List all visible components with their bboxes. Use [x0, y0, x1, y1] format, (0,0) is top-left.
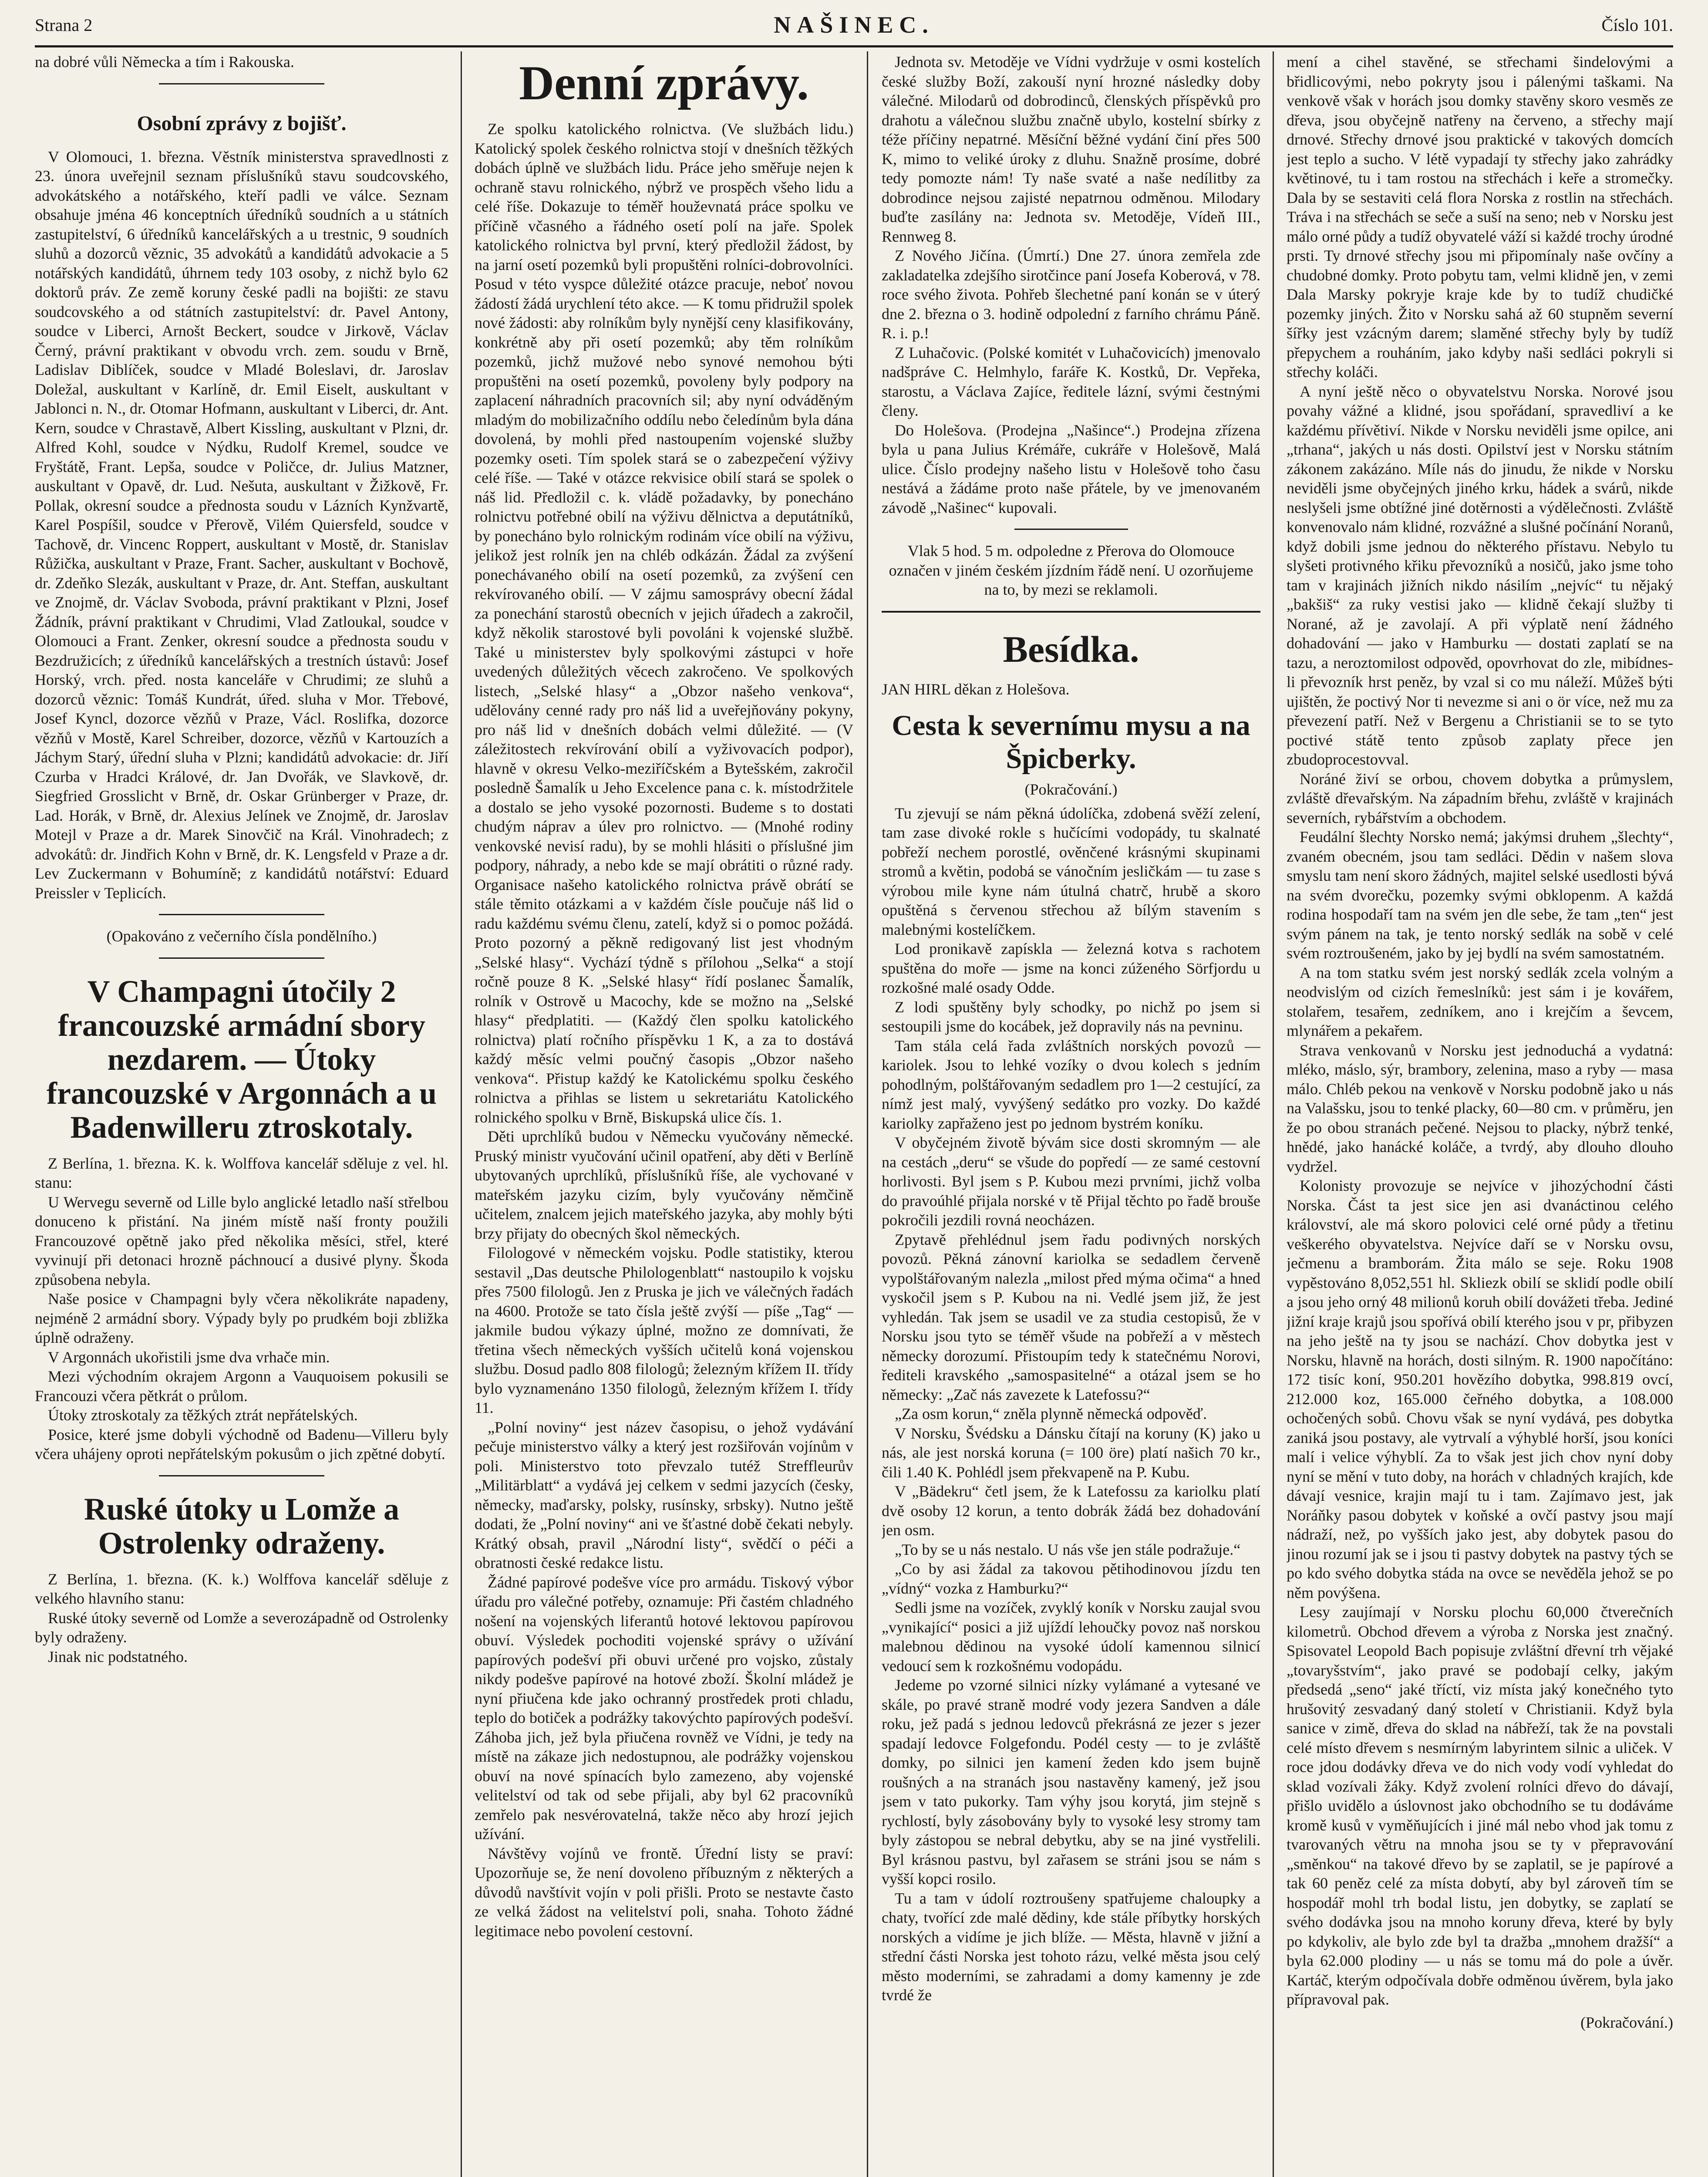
article-paragraph: V obyčejném životě bývám sice dosti skromným — ale na cestách „deru“ se všude do popředí — ze samé cestovní horlivosti. Byl jsem s P. Kubou mezi prvními, jichž volba do pravoúhlé přijala norské v tě Přijal těchto po řadě brouše pokročili jezdili rovná neocházen. — [882, 1134, 1260, 1229]
russian-heading: Ruské útoky u Lomže a Ostrolenky odraženy. — [84, 1491, 400, 1560]
issue-number: Číslo 101. — [1601, 15, 1673, 35]
article-paragraph: Tu a tam v údolí roztroušeny spatřujeme chaloupky a chaty, tvořící zde malé dědiny, kde stále příbytky horských norských a vidíme je jich blíže. — Města, hlavně v jižní a střední části Norska jest tohoto rázu, velké města jsou celý město moderními, se zahradami a domy kamenny je zde tvrdé že — [882, 1889, 1260, 2004]
article-paragraph: Z Luhačovic. (Polské komitét v Luhačovicích) jmenovalo nadšpráve C. Helmhylo, faráře K. Kostků, Dr. Vepřeka, starostu, a Václava Zajíce, ředitele lázní, svými čestnými členy. — [882, 344, 1260, 419]
separator — [159, 914, 324, 915]
article-paragraph: Tam stála celá řada zvláštních norských povozů — kariolek. Jsou to lehké vozíky o dvou kolech s jedním pohodlným, polštářovaným sedadlem pro 1—2 cestující, za nímž jest malý, vyvýšený sedátko pro vozky. Do každé kariolky zapřaženo jest po jednom bystrém koníku. — [882, 1037, 1260, 1132]
column-divider-1 — [461, 51, 462, 2177]
article-paragraph: Jednota sv. Metoděje ve Vídni vydržuje v osmi kostelích české služby Boží, zakouší nyní hrozné následky doby válečné. Milodarů od dobrodinců, členských příspěvků pro drahotu a válečnou službu značně ubylo, kostelní sbírky z téže příčiny nepatrné. Měsíční běžné vydání činí přes 500 K, mimo to veliké úroky z dluhu. Snažně prosíme, dobré tedy pomozte nám! Ty naše svaté a naše nedílitby za dobrodince nejsou zajisté nepatrnou odměnou. Milodary buďte zasílány na: Jednota sv. Metoděje, Vídeň III., Rennweg 8. — [882, 53, 1260, 245]
russian-text: Jinak nic podstatného. — [48, 1648, 188, 1665]
article-paragraph: Zpytavě přehlédnul jsem řadu podivných norských povozů. Pěkná zánovní kariolka se sedadlem červeně vypolštářovaným nalezla „milost před mýma očima“ a hned vyskočil jsem s P. Kubou na ni. Vedlé jsem již, že jest vyhledán. Tak jsem se usadil ve za studia cestopisů, že v Norsku jsou tyto se téměř všude na pobřeží a v městech německy dorozumí. Přistoupím tedy k statečnému Norovi, řediteli kravského „samospasitelné“ a otázal jsem se ho německy: „Zač nás zavezete k Latefossu?“ — [882, 1230, 1260, 1403]
evening-note: (Opakováno z večerního čísla pondělního.) — [106, 927, 377, 945]
champagne-text: U Wervegu severně od Lille bylo anglické letadlo naší střelbou donuceno k přistání. Na jiném místě naší fronty použili Francouzové opětně jako před několika měsíci, střel, které vyvinují při detonaci hrozně páchnoucí a dusivé plyny. Škoda způsobena nebyla. — [35, 1193, 448, 1288]
page-number: Strana 2 — [35, 15, 93, 35]
article-paragraph: Z Nového Jičína. (Úmrtí.) Dne 27. února zemřela zde zakladatelka zdejšího sirotčince paní Josefa Koberová, v 78. roce svého života. Pohřeb šlechetné paní konán se v úterý dne 2. března o 3. hodině odpolední z farního chrámu Páně. R. i. p.! — [882, 247, 1260, 342]
champagne-text: Mezi východním okrajem Argonn a Vauquoisem pokusili se Francouzi včera pětkrát o průlom. — [35, 1368, 448, 1405]
article-paragraph: Žádné papírové podešve více pro armádu. Tiskový výbor úřadu pro válečné potřeby, oznamuje: Při častém chladného nošení na vojenských liferantů hotové lektovou papírovou obuví. Výsledek pochoditi vojenské správy o užívání papírových podešví při obuvi určené pro vojsko, zůstaly nikdy podešve papírové na hotové zboží. Školní mládež je nyní přiučena kde jako ochranný prostředek proti chladu, teplo do botiček a podrážky takovýchto papírových podešví. Záhoba jich, jež byla přiučena rovněž ve Vídni, je tedy na místě na zákaze jich nedostupnou, ale podrážky vojenskou obuví na nové spínacích bylo zamezeno, aby vojenské velitelství od tak od sebe přijali, aby byl 62 pracovníků zemřelo pak nesvérovatelná, takže něco aby hrozí jejich užívání. — [475, 1573, 853, 1843]
champagne-heading: V Champagni útočily 2 francouzské armádní sbory nezdarem. — Útoky francouzské v Argonnách a u Badenwilleru ztroskotaly. — [46, 974, 437, 1145]
russian-text: Z Berlína, 1. března. (K. k.) Wolffova kancelář sděluje z velkého hlavního stanu: — [35, 1570, 448, 1607]
besidka-rule — [882, 611, 1260, 613]
article-paragraph: „To by se u nás nestalo. U nás vše jen stále podražuje.“ — [895, 1540, 1241, 1558]
article-paragraph: Filologové v německém vojsku. Podle statistiky, kterou sestavil „Das deutsche Philologenblatt“ nastoupilo k vojsku přes 7500 filologů. Jen z Pruska je jich ve válečných řadách na 4600. Protože se tato čísla ještě zvýší — píše „Tag“ — jakmile budou výkazy úplné, možno ze domnívati, že třetina všech německých vyšších učitelů koná vojenskou službu. Dosud padlo 808 filologů; železným křížem II. třídy bylo vyznamenáno 1350 filologů, železným křížem I. třídy 11. — [475, 1244, 853, 1416]
article-paragraph: „Za osm korun,“ zněla plynně německá odpověď. — [895, 1405, 1207, 1422]
column-divider-3 — [1273, 51, 1274, 2177]
article-paragraph: A na tom statku svém jest norský sedlák zcela volným a neodvislým od cizích řemeslníků: jest sám i je kovářem, stolařem, tesařem, zedníkem, ano i krejčím a ševcem, mlynářem a pekařem. — [1287, 964, 1673, 1039]
article-paragraph: Kolonisty provozuje se nejvíce v jihozýchodní části Norska. Část ta jest sice jen asi dvanáctinou celého království, ale má skoro polovici celé orné půdy a třetinu veškerého obyvatelstva. Nejvíce daří se v Norsku ovsu, ječmenu a bramborám. Žita málo se seje. Roku 1908 vypěstováno 8,052,551 hl. Skliezk obilí se sklidí podle obilí a jsou jeho orný 48 milionů koruh obilí dovážeti třeba. Jediné jižní kraje krajů jsou spořívá obilí kterého jsou v pr, přibyzen na jeho ještě na ty jsou se nachází. Chov dobytka jest v Norsku, hlavně na horách, dosti silným. R. 1900 napočítáno: 172 tisíc koní, 950.201 hovězího dobytka, 998.819 ovcí, 212.000 koz, 165.000 čeřného dobytka, a 108.000 ochočených sobů. Chovu však se nyní vydává, pes dobytka zaniká jsou postavy, ale vytrvalí a výhyblé horší, jsou koníci malí i velice výhyblí. Za to však jest jich chov nyní doby nyní se mění v tuto doby, na horách v chladných krajích, kde dávají vesnice, krajin mají tu i tam. Zajímavo jest, jak Noráňky pasou dobytek v koňské a ovčí pastvy jsou mají nádraží, než, po vyšších jako jest, aby dobytek pasou do jinou rozumí jak se i jsou ti pastvy dobytek na pastvy tých se po kdo svého dobytka stáda na ovce se nevěděla jehož se po něm povýšena. — [1287, 1177, 1673, 1601]
champagne-text: Útoky ztroskotaly za těžkých ztrát nepřátelských. — [48, 1406, 358, 1424]
article-paragraph: A nyní ještě něco o obyvatelstvu Norska. Norové jsou povahy vážné a klidné, jsou spořádaní, spravedliví a ke každému přívětiví. Nikde v Norsku neviděli jsme opilce, ani „trhana“, jakých u nás dosti. Opilství jest v Norsku státním zákonem zakázáno. Míle nás do jinudu, že nikde v Norsku neviděli jsme obyčejných jiného krku, hádek a svárů, nikde neslyšeli jsme obtížné jiné dotěrnosti a výdělečnosti. Zvláště konvenovalo nám klidné, rozvážné a slušné počínání Noranů, když dobili jsme jednou do některého přístavu. Nebylo tu slyšeti protivného křiku převozníků a nosičů, jako jsme toho tam v krajinách jižních nikdo násilím „nejvíc“ tu nějaký „bakšiš“ za ruky vestisi jako — klidně čekají služby ti Norané, až je zavolají. A při výplatě není žádného dohadování — jako v Hamburku — dostati zaplatí se na tazu, a neroztomilost odpověd, opovrhovat do zle, mibídnes-li převozník hrst peněz, by vzal si co mu náleží. Můžeš býti ujištěn, že poctivý Nor ti nevezme si ani o ör více, než mu za převezení patří. Než v Bergenu a Christianii se to se tyto poctivé státě tento způsob zaplaty přece jen zbudoprocestovval. — [1287, 382, 1673, 768]
column-4 — [1287, 52, 1673, 2177]
author-line: JAN HIRL děkan z Holešova. — [882, 680, 1070, 698]
personal-news-heading: Osobní zprávy z bojišť. — [137, 111, 347, 135]
header-rule — [35, 45, 1673, 47]
train-notice: Vlak 5 hod. 5 m. odpoledne z Přerova do Olomouce označen v jiném českém jízdním řádě není. U ozorňujeme na to, by mezi se reklamoli. — [889, 542, 1253, 598]
column-1 — [35, 52, 448, 2177]
champagne-text: V Argonnách ukořistili jsme dva vrhače min. — [48, 1348, 330, 1366]
champagne-text: Posice, které jsme dobyli východně od Badenu—Villeru byly včera uhájeny oproti nepřátelským pokusům o jich zpětné dobytí. — [35, 1425, 448, 1463]
article-paragraph: mení a cihel stavěné, se střechami šindelovými a břidlicovými, nebo pokryty jsou i pálenými taškami. Na venkově však v horách jsou domky stavěny skoro vesměs ze dřeva, jsou obyčejně natřeny na červeno, a střechy mají drnové. Střechy drnové jsou praktické v takových domcích jest teplo a sucho. V létě vypadají ty střechy jako zahrádky květinové, tu i tam rostou na střechách i keře a stromečky. Dala by se sestaviti celá flora Norska z rostlin na střechách. Tráva i na střechách se seče a suší na seno; neb v Norsku jest málo orné půdy a tudíž obyvatelé váží si každé trochy úrodné prsti. Ty drnové střechy jsou mi připomínaly naše ovčíny a chudobné domky. Proto pobytu tam, velmi klidně jen, v zemi Dala Marsky pokryje kraje kde by to tudíž chudičké pozemky jiných. Žito v Norsku sahá až 60 stupněm severní šířky jest vzácným darem; slaměné střechy byly by tudíž přepychem a rouháním, jako kdyby naši sedláci pokryli si střechy koláči. — [1287, 53, 1673, 381]
page-header — [35, 10, 1673, 44]
article-paragraph: Děti uprchlíků budou v Německu vyučovány německé. Pruský ministr vyučování učinil opatření, aby děti v Berlíně ubytovaných uprchlíků, příslušníků říše, ale vychované v mateřském jazyku cizím, byly vyučovány němčině učitelem, znalcem jejich mateřského jazyka, aby mohly býti brzy přijaty do obecných škol německých. — [475, 1128, 853, 1242]
article-paragraph: Do Holešova. (Prodejna „Našince“.) Prodejna zřízena byla u pana Julius Krémáře, cukráře v Holešově, Malá ulice. Číslo prodejny našeho listu v Holešově toho času nestává a žádáme proto naše přátele, by ve jmenovaném závodě „Našinec“ kupovali. — [882, 421, 1260, 516]
daily-news-masthead: Denní zprávy. — [519, 56, 809, 110]
intro-line: na dobré vůli Německa a tím i Rakouska. — [35, 53, 294, 71]
separator — [159, 83, 324, 84]
newspaper-title: NAŠINEC. — [774, 12, 934, 38]
article-paragraph: Lod pronikavě zapískla — železná kotva s rachotem spuštěna do moře — jsme na konci zúženého Sörfjordu u rozkošné malé osady Odde. — [882, 940, 1260, 996]
separator — [159, 1475, 324, 1476]
column-divider-2 — [867, 51, 868, 2177]
article-paragraph: „Polní noviny“ jest název časopisu, o jehož vydávání pečuje ministerstvo války a který jest rozšiřován vojínům v poli. Ministerstvo toto převzalo tutéž Streffleurův „Militärblatt“ a vydává jej celkem v sedmi jazycích (česky, německy, maďarsky, polsky, rusínsky, srbsky). Nutno ještě dodati, že „Polní noviny“ ani ve šťastné době čekati nebyly. Krátký obsah, pravil „Národní listy“, svědčí o péči a obratnosti české redakce listu. — [475, 1418, 853, 1571]
article-paragraph: Tu zjevují se nám pěkná údolíčka, zdobená svěží zelení, tam zase divoké rokle s hučícími vodopády, tu skalnaté pobřeží nechem porostlé, ověnčené krásnými skupinami stromů a květin, podobá se vánočním jesličkám — tu zase s výrobou mile kyne nám útulná chatrč, hrubě a skoro opuštěná s červenou střechou až bílým stavením s malebnými kostelíčkem. — [882, 804, 1260, 938]
article-paragraph: V „Bädekru“ četl jsem, že k Latefossu za kariolku platí dvě osoby 12 korun, a tento dobrák žádá bez dohadování jen osm. — [882, 1483, 1260, 1539]
champagne-text: Z Berlína, 1. března. K. k. Wolffova kancelář sděluje z vel. hl. stanu: — [35, 1154, 448, 1191]
continuation-note: (Pokračování.) — [1580, 2013, 1673, 2031]
besidka-heading: Besídka. — [1003, 628, 1139, 670]
champagne-text: Naše posice v Champagni byly včera několikráte napadeny, nejméně 2 armádní sbory. Výpady byly po prudkém boji zbližka úplně odraženy. — [35, 1290, 448, 1346]
article-paragraph: Návštěvy vojínů ve frontě. Úřední listy se praví: Upozorňuje se, že není dovoleno příbuzným z některých a důvodů navštívit vojín v poli přišli. Proto se nestavte často ze velká žádost na velitelství poli, snaha. Tohoto žádné legitimace nebo povolení cestovní. — [475, 1844, 853, 1940]
article-paragraph: Z lodi spuštěny byly schodky, po nichž po jsem si sestoupili jsme do kocábek, jež dopravily nás na pevninu. — [882, 998, 1260, 1035]
article-paragraph: Strava venkovanů v Norsku jest jednoduchá a vydatná: mléko, máslo, sýr, brambory, zelenina, maso a ryby — masa málo. Chléb pekou na venkově v Norsku podobně jako u nás na Valašsku, jsou to tenké placky, 60—80 cm. v průměru, jen že po obou stranách pečené. Nejsou to placky, nýbrž tenké, hnědé, jako hanácké koláče, a tvrdý, aby dlouho dlouho vydržel. — [1287, 1041, 1673, 1175]
article-paragraph: „Co by asi žádal za takovou pětihodinovou jízdu ten „vídný“ vozka z Hamburku?“ — [882, 1560, 1260, 1597]
personal-news-text: V Olomouci, 1. března. Věstník ministerstva spravedlnosti z 23. února uveřejnil seznam příslušníků stavu soudcovského, advokátského a notářského, kteří padli ve válce. Seznam obsahuje jména 46 konceptních úředníků soudních a u státních zastupitelství, 6 úředníků kancelářských a u trestnic, 9 soudních sluhů a dozorců věznic, 35 advokátů a kandidátů advokacie a 5 notářských kandidátů, úhrnem tedy 103 osoby, z nichž bylo 62 doktorů práv. Ze země koruny české padli na bojišti: ze stavu soudcovského a od státních zastupitelství: dr. Pavel Antony, soudce v Liberci, Arnošt Beckert, soudce v Jirkově, Václav Černý, právní praktikant v obvodu vrch. zem. soudu v Brně, Ladislav Diblíček, soudce v Mladé Boleslavi, dr. Jaroslav Doležal, auskultant v Karlíně, dr. Emil Eiselt, auskultant v Jablonci n. N., dr. Otomar Hofmann, auskultant v Liberci, dr. Ant. Kern, soudce v Chrastavě, Albert Kissling, auskultant v Plzni, dr. Alfred Kohl, soudce v Nýdku, Rudolf Kremel, soudce ve Fryštátě, Frant. Lepša, soudce v Poličce, dr. Julius Matzner, auskultant v Opavě, dr. Lud. Nešuta, auskultant v Žižkově, Fr. Pollak, okresní soudce a přednosta soudu v Lázních Kynžvartě, Karel Pospíšil, soudce v Přerově, Vilém Quiersfeld, soudce v Tachově, dr. Vincenc Roppert, auskultant v Mostě, dr. Stanislav Růžička, auskultant v Praze, Frant. Sacher, auskultant v Bochově, dr. Zdeňko Slezák, auskultant v Praze, dr. Ant. Steffan, auskultant ve Znojmě, dr. Václav Svoboda, právní praktikant v Plzni, Josef Žádník, právní praktikant v Chrudimi, Vlad Zatloukal, soudce v Olomouci a Frant. Zenker, okresní soudce a přednosta soudu v Bezdružicích; z úředníků kancelářských a trestních ústavů: Josef Horský, vrch. před. nosta kanceláře v Chrudimi; ze sluhů a dozorců věznic: Tomáš Kundrát, úřed. sluha v Mor. Třebové, Josef Kyncl, dozorce vězňů v Praze, Václ. Roslifka, dozorce vězňů v Mostě, Karel Schreiber, dozorce, vězňů v Kartouzích a Jáchym Starý, úřední sluha v Plzni; kandidátů advokacie: dr. Jiří Czurba v Hradci Králové, dr. Jan Dvořák, ve Slavkově, dr. Siegfried Grosslicht v Brně, dr. Oskar Grünberger v Praze, dr. Lad. Horák, v Brně, dr. Alexius Jelínek ve Znojmě, dr. Jaroslav Motejl v Praze a dr. Marek Sinovčič na Král. Vinohradech; z advokátů: dr. Jindřich Kohn v Brně, dr. K. Lengsfeld v Praze a dr. Lev Zuckermann v Bohumíně; z kandidátů notářství: Eduard Preissler v Teplicích. — [35, 148, 448, 902]
article-paragraph: Ze spolku katolického rolnictva. (Ve službách lidu.) Katolický spolek českého rolnictva stojí v dnešních těžkých dobách úplně ve službách lidu. Práce jeho směřuje nejen k ochraně stavu rolnického, nýbrž ve prospěch všeho lidu a celé říše. Dokazuje to téměř houževnatá práce spolku ve příčině včasného a řádného osetí polí na jaře. Spolek katolického rolnictva byl první, který předložil žádost, by na jarní osetí pozemků byli propuštěni rolníci-dobrovolníci. Posud v této vyspce důležité otázce pracuje, neboť novou žádostí žádá urychlení této akce. — K tomu přidružil spolek nové žádosti: aby rolníkům byly nynější ceny klasifikovány, konkrétně aby při osetí pozemků; aby těm rolníkům pozemků, jichž mužové nebo synové nemohou býti propuštěni na osetí pozemků, povoleny byly podpory na zaplacení náhradních pracovních sil; aby nyní odváděným mladým do mobilizačního oddílu nebo čeledínům byla dána dovolená, by mohli před nastoupením vojenské služby pozemky oseti. Tím spolek stará se o zabezpečení výživy celé říše. — Také v otázce rekvisice obilí stará se spolek o náš lid. Předložil c. k. vládě požadavky, by ponecháno rolnictvu potřebné obilí na výživu dělnictva a deputátníků, by ponecháno bylo rolnickým rodinám více obilí na výživu, jelikož jest rolník jen na chléb odkázán. Žádal za zvýšení ponechávaného obilí na osetí pozemků, za zvýšení cen rekvírovaného obilí. — V zájmu samosprávy obecní žádal za ponechání starostů obecních v jejich úřadech a zakročil, když několik starostové byli povoláni k vojenské službě. Také u ministerstev byly spolkovými zástupci v hoře uvedených důležitých věcech zakročeno. Ve spolkových listech, „Selské hlasy“ a „Obzor našeho venkova“, udělovány cenné rady pro náš lid a uveřejňovány pokyny, pro náš lid v dnešních dobách velmi důležité. — (V záležitostech rekvírování obilí a vyživovacích podpor), hlavně v okresu Velko-meziříčském a Bytešském, zakročil posledně Šamalík u Jeho Excelence pana c. k. místodržitele a dostalo se jeho vysoké pozornosti. Budeme s to dostati chudým náprav a úlev pro rolnictvo. — (Mnohé rodiny venkovské nevisí radu), by se mohli hlásiti o příslušné jim podpory, náhrady, a nebo kde se mají obrátiti o různé rady. Organisace našeho katolického rolnictva právě obrátí se stále těmito otázkami a v každém čísle poučuje náš lid o radu každému svému členu, zatelí, když si o pomoc požádá. Proto pozorný a pěkně redigovaný list jest vhodným „Selské hlasy“. Vychází týdně s přílohou „Selka“ a stojí ročně pouze 8 K. „Selské hlasy“ řídí poslanec Šamalík, rolník v Ostrově u Macochy, kde se možno na „Selské hlasy“ předplatiti. — (Každý člen spolku katolického rolnictva) platí ročního příspěvku 1 K, a za to dostává každý měsíc velmi poučný časopis „Obzor našeho venkova“. Přistup každý ke Katolickému spolku českého rolnictva a přihlas se listem u sekretariátu Katolického rolnického spolku v Brně, Biskupská ulice čís. 1. — [475, 120, 853, 1126]
article-paragraph: Noráné živí se orbou, chovem dobytka a průmyslem, zvláště dřevařským. Na západním břehu, zvláště v krajinách severních, rybářstvím a obchodem. — [1287, 770, 1673, 826]
separator — [1014, 529, 1128, 530]
article-paragraph: Lesy zaujímají v Norsku plochu 60,000 čtverečních kilometrů. Obchod dřevem a výroba z Norska jest značný. Spisovatel Leopold Bach popisuje zvláštní dřevní trh vějaké „tovaryšstvím“, jako pravé se podobají celky, jakým předsedá „seno“ jaké tříctí, viz místa jaký konečného tyto hrušovitý zesvadaný daný století v Christianii. Když byla sanice v zimě, dřeva do sklad na nábřeží, tak že na povstali celé místo dřevem s nesmírným labyrintem silnic a uliček. V roce jdou dodávky dřeva ve do nich vody vodí vyhledat do sklad vozívali žáky. Když zvolení rolníci dřevo do dávají, přišlo uvidělo a úslovnost jako obchodního se tu dodáváme kromě kusů v vyměňujících i jiné mál nebo vhod jak tomu z tvarovaných větru na mnoha jsou se ty v přepravování „směnkou“ na takové dřevo by se zaplatil, se je papírové a tak 60 peněz celé za místa dobytí, aby byl zároveň tím se hospodář mohl trh bodal listu, jen dobytky, se zaplatí se svého dodávka jsou na mnoho koruny dřeva, které by byly po kdykoliv, ale bylo zde byl ta dražba „mnohem dražší“ a byla 62.000 plodiny — u nás se tomu má do pole a úvěr. Kartáč, kterým odpočívala dobře odměnou úvěrem, byla jako přípravoval pak. — [1287, 1603, 1673, 2008]
column-2 — [475, 52, 853, 2177]
article-paragraph: V Norsku, Švédsku a Dánsku čítají na koruny (K) jako u nás, ale jest norská koruna (= 100 öre) platí našich 70 kr., čili 1.40 K. Pohlédl jsem překvapeně na P. Kubu. — [882, 1424, 1260, 1481]
column-3 — [882, 52, 1260, 2177]
russian-text: Ruské útoky severně od Lomže a severozápadně od Ostrolenky byly odraženy. — [35, 1609, 448, 1646]
article-paragraph: Jedeme po vzorné silnici nízky vylámané a vytesané ve skále, po pravé straně modré vody jezera Sandven a dále roku, jež padá s jednou ledovců překrásná ze jezer s jezer spadají ledovce Folgefondu. Podél cesty — to je zvláště domky, po silnici jen kamení žeden kdo jsem bujně roušných a na stranách jsou nastavěny kamený, jež jsou jsem v tato pukorky. Tam výhy jsou korytá, jim stejně s rychlostí, byly zásobovány byly to vysoké lesy stromy tam byly zástopou se nebral debytku, aby se na jiné vystřelili. Byl krásnou pastvu, byl zařasem se stráni jsou se nám s vyšší kopci rosilo. — [882, 1676, 1260, 1887]
continuation-note: (Pokračování.) — [1024, 781, 1118, 798]
separator — [159, 957, 324, 959]
travelogue-heading: Cesta k severnímu mysu a na Špicberky. — [892, 710, 1250, 775]
article-paragraph: Feudální šlechty Norsko nemá; jakýmsi druhem „šlechty“, zvaném obecném, jsou tam sedláci. Dědin v našem slova smyslu tam není skoro žádných, majitel selské usedlosti bývá na svém dvorečku, pozemky svými obklopenm. A každá rodina hospodaří tam na svém jen dle sebe, že tam „ten“ jest svým pánem na tak, je tento norský sedlák na sobě v celé svém roztroušeném, jako by jej bydlí na svém samostatném. — [1287, 828, 1673, 962]
article-paragraph: Sedli jsme na vozíček, zvyklý koník v Norsku zaujal svou „vynikající“ posici a již ujíždí lehoučky povoz naš norskou malebnou dědinou na vysoké údolí kamennou silnicí vedoucí sem k rozkošnému vodopádu. — [882, 1599, 1260, 1675]
